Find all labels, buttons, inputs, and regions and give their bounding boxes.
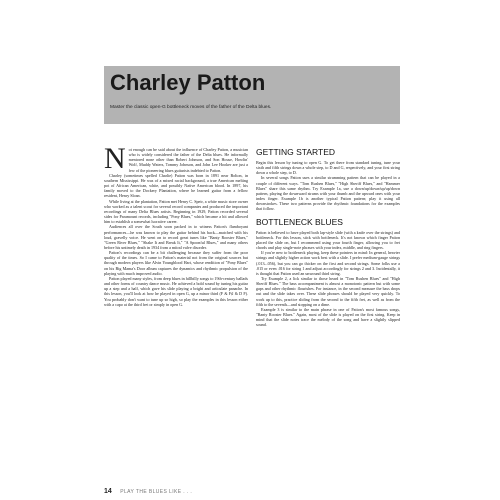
running-title: PLAY THE BLUES LIKE . . . bbox=[120, 489, 193, 495]
body-paragraph: Example 3 is similar to the main phrase in one of Patton's most famous songs, "Banty Rooster Blues." Again, most of the slide is played on the first string. Keep in mind that the slide notes trace the melody of the song and have a slightly slipped sound. bbox=[256, 306, 400, 328]
body-paragraph: Patton's recordings can be a bit challenging because they suffer from the poor quality of the times. So I came to Patton's material not from the original sources but through modern players like Alvin Youngblood Hart, whose rendition of "Pony Blues" on his Big Mama's Door album captures the dynamics and rhythmic propulsion of the playing with much improved audio. bbox=[104, 250, 248, 276]
article-title: Charley Patton bbox=[110, 70, 266, 95]
section-heading-bottleneck-blues: BOTTLENECK BLUES bbox=[256, 216, 343, 227]
section-heading-getting-started: GETTING STARTED bbox=[256, 147, 336, 157]
body-paragraph: Patton is believed to have played both lap-style slide (with a knife over the strings) and bottleneck. For this lesson, stick with bottleneck. It's not known which finger Patton placed the slide on, but I recommend using your fourth finger, allowing you to fret chords and play single-note phrases with your index, middle, and ring fingers. bbox=[256, 229, 400, 251]
page-number: 14 bbox=[104, 488, 112, 495]
left-column bbox=[104, 142, 248, 307]
right-column bbox=[256, 147, 400, 328]
body-paragraph: Begin this lesson by tuning to open G. To get there from standard tuning, tune your sixth and fifth strings down a whole step, to D and G, respectively, and your first string down a whole step, to D. bbox=[256, 160, 400, 176]
article-subtitle: Master the classic open-G bottleneck moves of the father of the Delta blues. bbox=[110, 105, 272, 110]
body-paragraph: In several songs Patton uses a similar strumming pattern that can be played in a couple of different ways. "Tom Rushen Blues," "High Sheriff Blues," and "Hammer Blues" share this same rhythm. Try Example 1a, use a down/up/down/up/up/down pattern, playing the downward strums with your thumb and the upward ones with your index finger. Example 1b is another typical Patton pattern; play it using all downstrokes. These two patterns provide the rhythmic foundations for the examples that follow. bbox=[256, 175, 400, 212]
drop-cap: N bbox=[104, 142, 126, 175]
body-paragraph: Try Example 2, a lick similar to those heard in "Tom Rushen Blues" and "High Sheriff Blues." The bass accompaniment is almost a monotonic pattern but with some gaps and other rhythmic flourishes. For instance, in the second measure the bass drops out and the slide takes over. These slide phrases should be played very quickly. To work up to this, practice sliding from the second to the fifth fret, as well as from the fifth to the seventh—and stopping on a dime. bbox=[256, 275, 400, 307]
body-paragraph: If you're new to bottleneck playing, keep these pointers in mind: In general, heavier strings and slightly higher action work best with a slide. I prefer medium-gauge strings (.013–.056), but you can go thicker on the first and second strings. Some folks use a .015 or even .016 for string 1 and adjust accordingly for strings 2 and 3. Incidentally, it is thought that Patton used an unwound third string. bbox=[256, 250, 400, 276]
page-footer bbox=[104, 480, 192, 498]
intro-text: ot enough can be said about the influence of Charley Patton, a musician who is widely considered the father of the Delta blues. He informally mentored none other than Robert Johnson, and Son House, Howlin' Wolf, Muddy Waters, Tommy Johnson, and John Lee Hooker are just a few of the pioneering blues guitarists indebted to Patton. bbox=[128, 147, 248, 173]
body-paragraph: While living at the plantation, Patton met Henry C. Speir, a white music store owner who worked as a talent scout for several record companies and produced the important recordings of many Delta Blues artists. Beginning in 1929, Patton recorded several sides for Paramount records, including "Pony Blues," which became a hit and allowed him to establish a somewhat lucrative career. bbox=[104, 198, 248, 225]
body-paragraph: Charley (sometimes spelled Charlie) Patton was born in 1891 near Bolton, in southern Mississippi. He was of a mixed racial background, a true American melting pot of African American, white, and possibly Native American blood. In 1897, his family moved to the Dockery Plantation, where he learned guitar from a fellow resident, Henry Sloan. bbox=[104, 172, 248, 199]
body-paragraph: Patton played many styles, from deep blues in hillbilly songs to 19th-century ballads and other forms of country dance music. He achieved a bold sound by tuning his guitar up a step and a half, which gave his slide playing a bright and articulate panache. In this lesson, you'll look at how he played in open G, up a minor third (F & F♯ & D F). You probably don't want to tune up so high, so play the examples in this lesson either with a capo at the third fret or simply in open G. bbox=[104, 275, 248, 307]
intro-paragraph bbox=[104, 142, 248, 175]
body-paragraph: Audiences all over the South soon packed in to witness Patton's flamboyant performances—he was known to play the guitar behind his back—matched with his loud, gravelly voice. He went on to record great tunes like "Banty Rooster Blues," "Green River Blues," "Shake It and Break It," "A Spoonful Blues," and many others before his untimely death in 1934 from a mitral valve disorder. bbox=[104, 224, 248, 250]
